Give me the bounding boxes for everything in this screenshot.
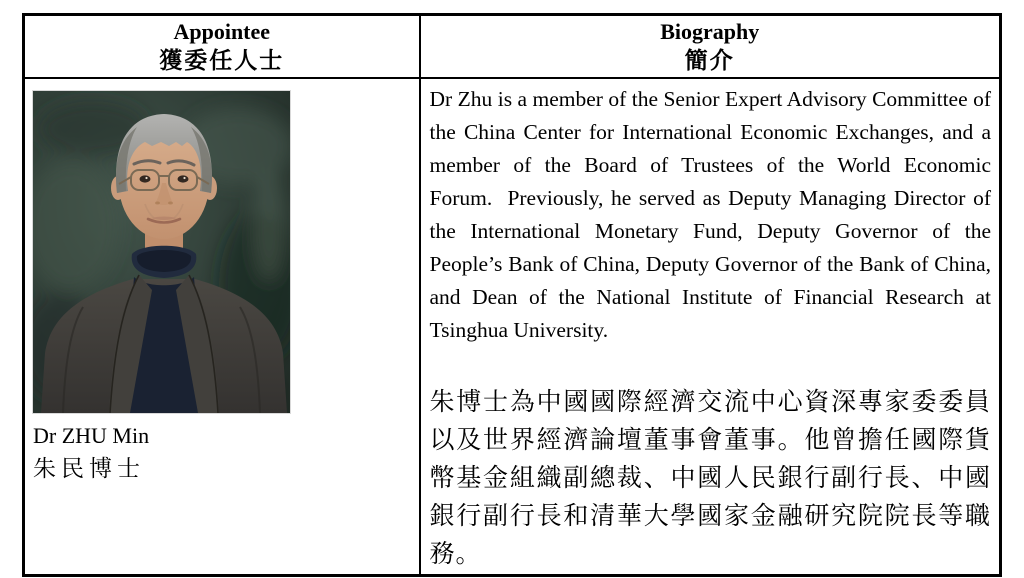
appointee-photo [33, 91, 290, 413]
header-appointee-en: Appointee [173, 19, 271, 44]
header-biography-en: Biography [660, 19, 760, 44]
appointee-name-en: Dr ZHU Min [33, 423, 150, 448]
biography-cell [420, 78, 1001, 576]
table-header-row [24, 15, 1001, 79]
appointee-name-zh: 朱民博士 [33, 456, 145, 481]
appointee-table [22, 13, 1002, 577]
biography-paragraph-zh: 朱博士為中國國際經濟交流中心資深專家委委員以及世界經濟論壇董事會董事。他曾擔任國際貨幣基金組織副總裁、中國人民銀行副行長、中國銀行副行長和清華大學國家金融研究院院長等職務。 [429, 389, 991, 568]
biography-paragraph-en: Dr Zhu is a member of the Senior Expert Advisory Committee of the China Center for International Economic Exchanges, and a member of the Board of Trustees of the World Economic Forum. Previously, he served as Deputy Managing Director of the International Monetary Fund, Deputy Governor of the People’s Bank of China, Deputy Governor of the Bank of China, and Dean of the National Institute of Financial Research at Tsinghua University. [429, 87, 991, 342]
appointee-cell [24, 78, 420, 576]
header-cell-appointee [24, 15, 420, 79]
table-body-row [24, 78, 1001, 576]
header-biography-zh: 簡介 [684, 48, 735, 73]
header-cell-biography [420, 15, 1001, 79]
header-appointee-zh: 獲委任人士 [159, 48, 285, 73]
portrait-illustration [33, 91, 290, 413]
